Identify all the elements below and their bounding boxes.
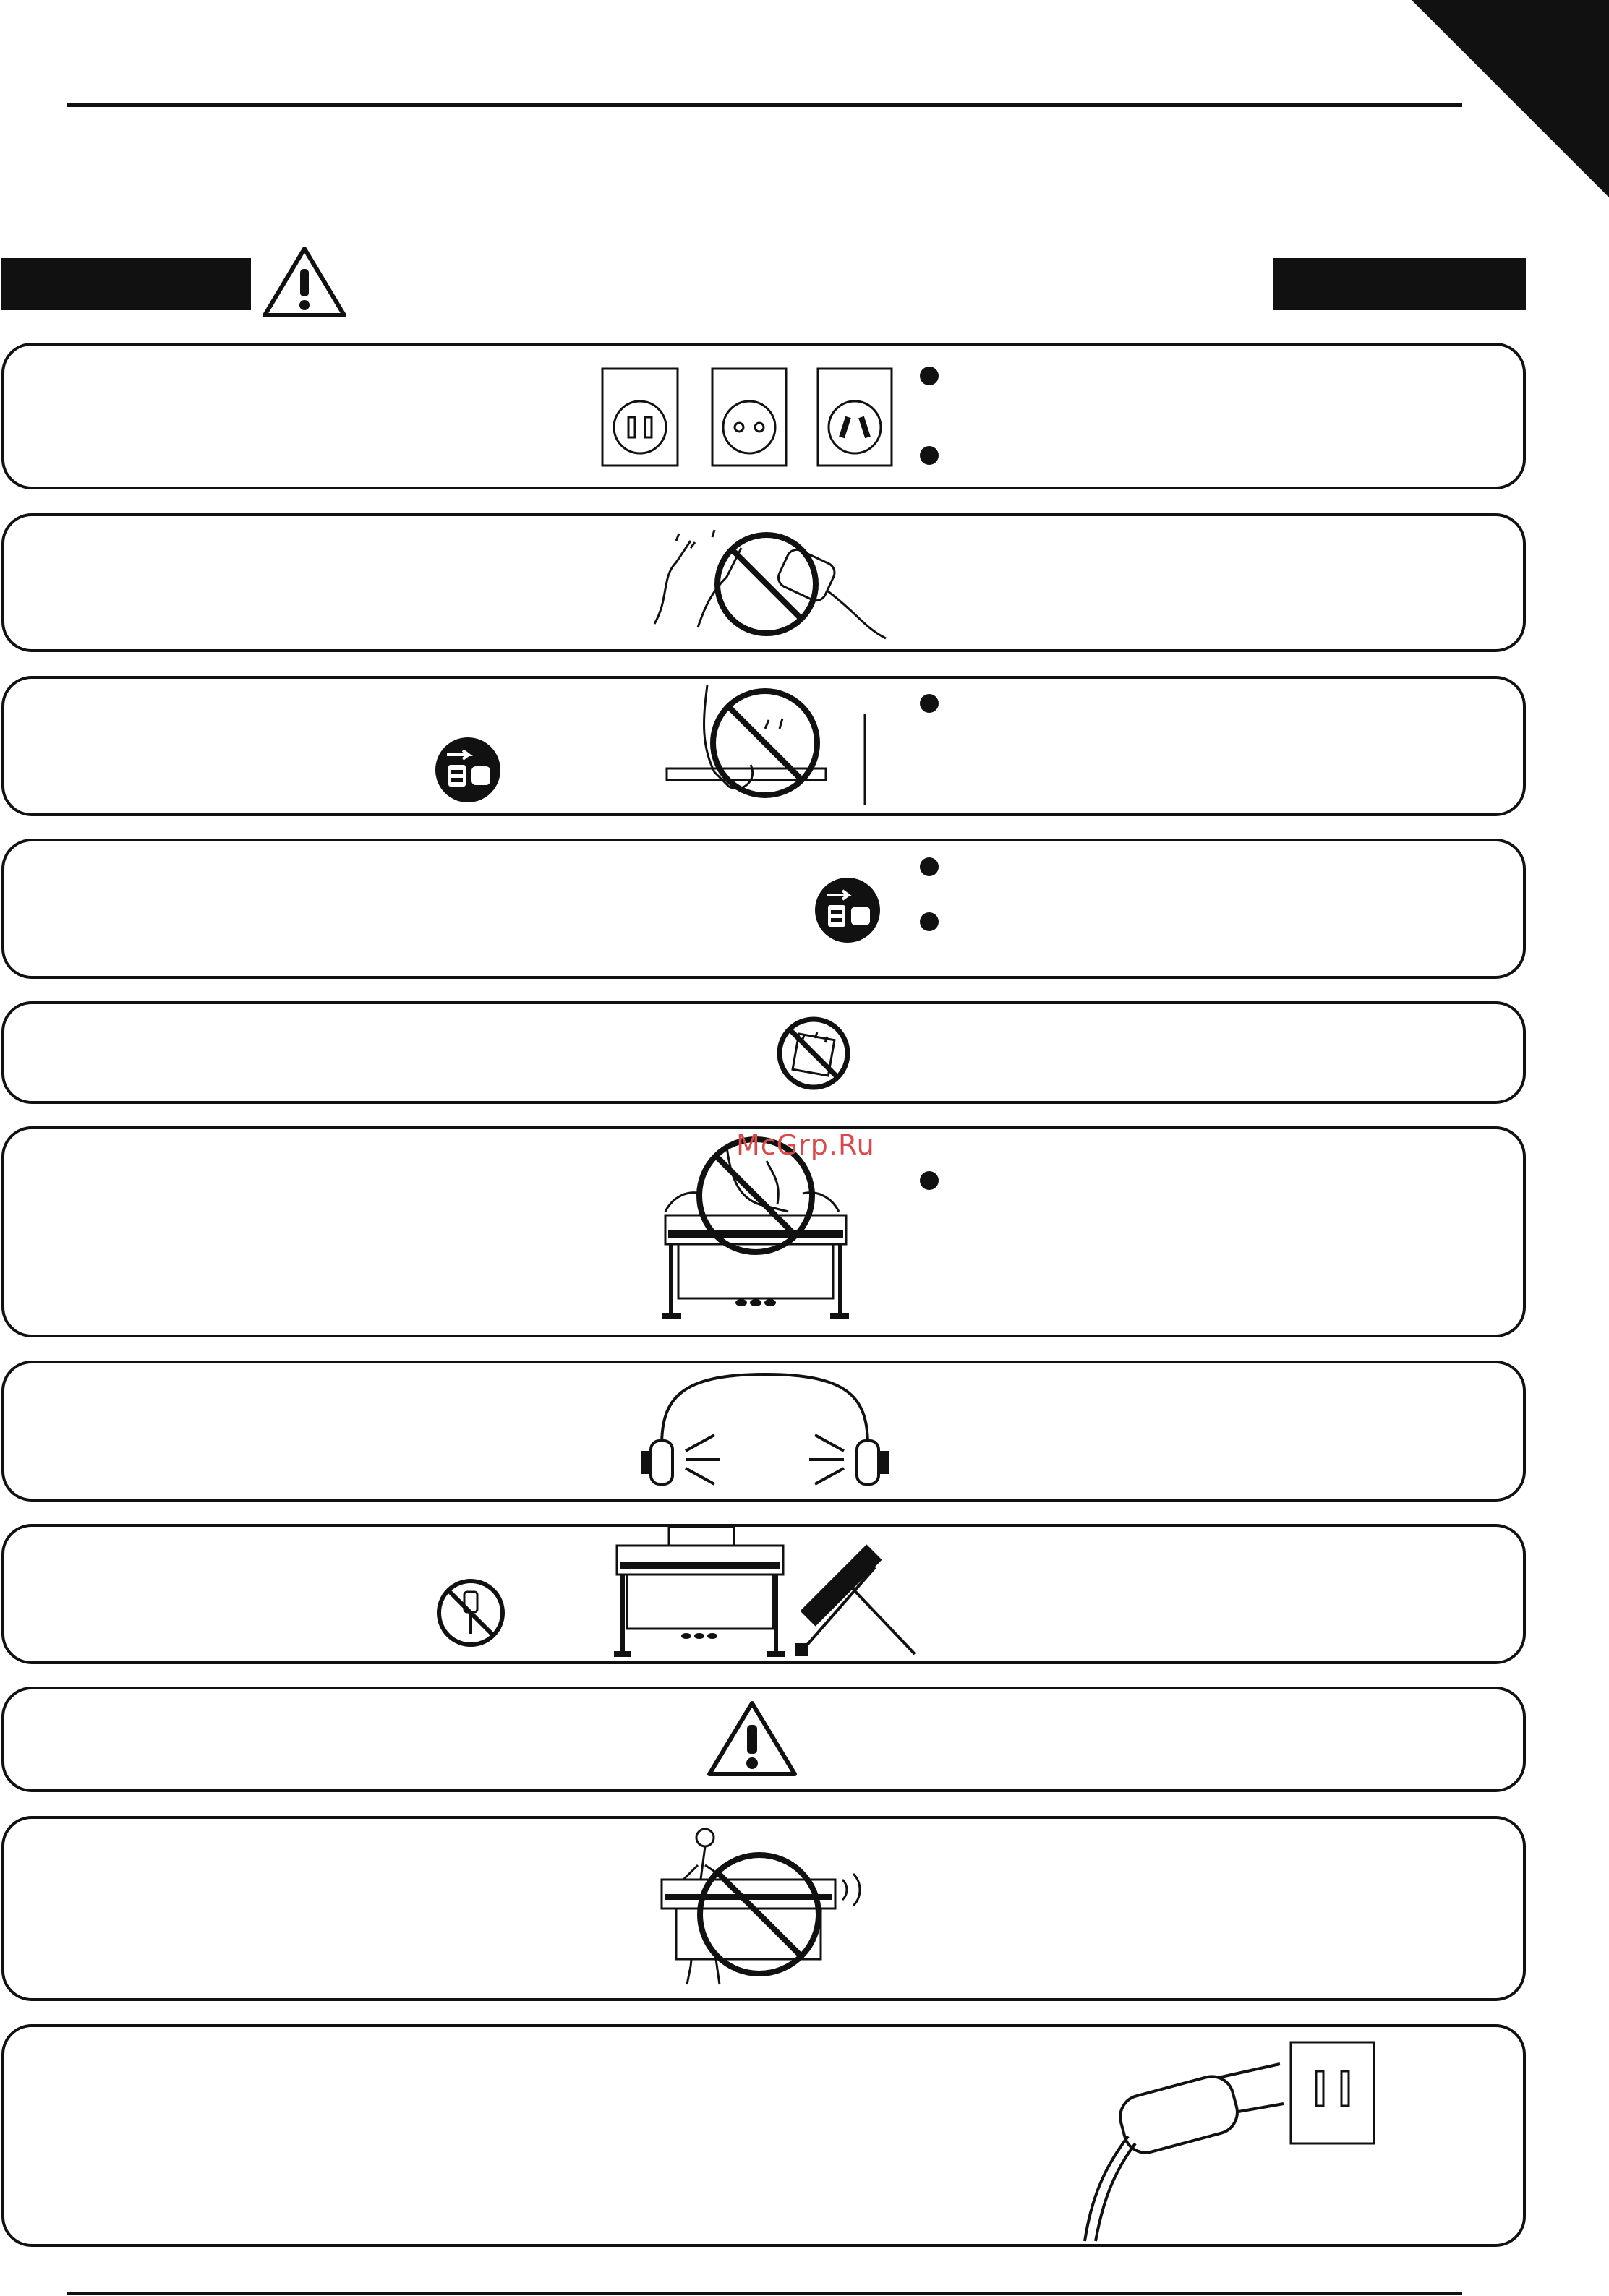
bottom-rule: [67, 2292, 1462, 2295]
corner-tab: [1412, 0, 1609, 197]
outlet-type-angled-icon: [816, 367, 894, 468]
header-bar-right: [1273, 258, 1526, 310]
bullet: [920, 912, 939, 931]
outlet-type-round-icon: [710, 367, 788, 468]
no-move-alone-icon: [647, 1822, 864, 1999]
bullet: [920, 1171, 939, 1190]
no-water-icon: [775, 1015, 852, 1092]
piano-icon: [611, 1524, 788, 1661]
unplug-icon: [814, 876, 882, 944]
top-rule: [67, 103, 1462, 107]
no-wet-hands-plug-icon: [647, 526, 897, 642]
plug-into-outlet-icon: [1063, 2035, 1396, 2245]
unplug-icon: [434, 736, 502, 804]
bullet: [920, 367, 939, 385]
watermark: McGrp.Ru: [736, 1129, 875, 1161]
no-pinch-cord-icon: [664, 685, 868, 808]
outlet-type-a-icon: [600, 367, 680, 468]
headphones-volume-icon: [636, 1370, 893, 1496]
bullet: [920, 446, 939, 465]
no-sit-on-piano-icon: [658, 1132, 853, 1335]
header-bar-left: [1, 258, 251, 310]
no-disassemble-icon: [435, 1577, 506, 1648]
bullet: [920, 694, 939, 713]
bullet: [920, 857, 939, 876]
tools-icon: [795, 1524, 926, 1661]
panel-unplug: [1, 839, 1526, 979]
warning-triangle-icon: [260, 244, 349, 320]
caution-triangle-icon: [705, 1699, 799, 1778]
panel-no-water: [1, 1001, 1526, 1104]
